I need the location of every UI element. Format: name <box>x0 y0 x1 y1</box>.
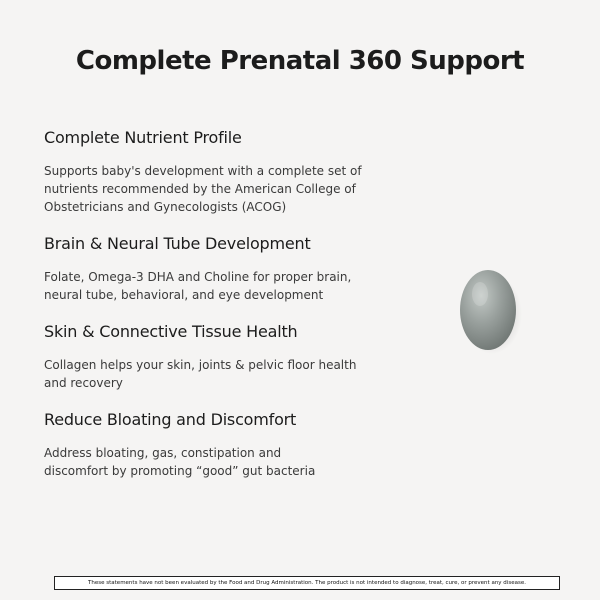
benefit-skin-health <box>44 322 384 392</box>
benefits-list <box>44 128 384 498</box>
softgel-capsule-image <box>454 266 522 354</box>
benefit-heading: Skin & Connective Tissue Health <box>44 322 298 341</box>
page-title: Complete Prenatal 360 Support <box>75 46 525 76</box>
benefit-heading: Reduce Bloating and Discomfort <box>44 410 297 429</box>
benefit-description: Folate, Omega-3 DHA and Choline for proper brain, neural tube, behavioral, and eye development <box>44 270 352 302</box>
fda-disclaimer: These statements have not been evaluated by the Food and Drug Administration. The product is not intended to diagnose, treat, cure, or prevent any disease. <box>54 576 560 590</box>
benefit-nutrient-profile <box>44 128 384 216</box>
benefit-description: Supports baby's development with a complete set of nutrients recommended by the American College of Obstetricians and Gynecologists (ACOG) <box>44 164 362 214</box>
benefit-reduce-bloating <box>44 410 384 480</box>
benefit-description: Address bloating, gas, constipation and discomfort by promoting “good” gut bacteria <box>44 446 316 478</box>
benefit-brain-development <box>44 234 384 304</box>
benefit-heading: Complete Nutrient Profile <box>44 128 242 147</box>
benefit-heading: Brain & Neural Tube Development <box>44 234 311 253</box>
benefit-description: Collagen helps your skin, joints & pelvic floor health and recovery <box>44 358 357 390</box>
